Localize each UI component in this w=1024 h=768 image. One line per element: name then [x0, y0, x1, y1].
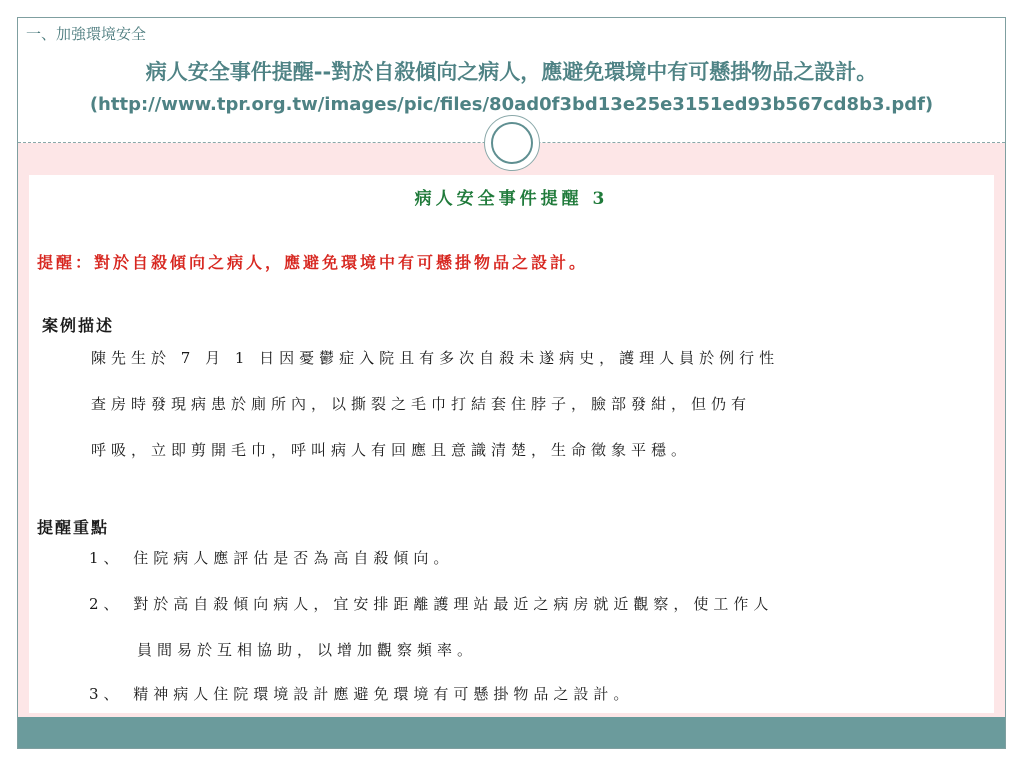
source-url: (http://www.tpr.org.tw/images/pic/files/80ad0f3bd13e25e3151ed93b567cd8b3.pdf): [89, 94, 934, 115]
key-point: 3、 精神病人住院環境設計應避免環境有可懸掛物品之設計。: [89, 685, 634, 703]
document-title: 病人安全事件提醒 3: [414, 189, 609, 209]
key-points-heading: 提醒重點: [37, 518, 110, 537]
reminder-text: 提醒：對於自殺傾向之病人，應避免環境中有可懸掛物品之設計。: [37, 253, 589, 272]
case-line: 陳先生於 7 月 1 日因憂鬱症入院且有多次自殺未遂病史，護理人員於例行性: [91, 349, 780, 367]
section-label: 一、加強環境安全: [26, 25, 147, 43]
case-line: 查房時發現病患於廁所內，以撕裂之毛巾打結套住脖子，臉部發紺，但仍有: [91, 395, 752, 413]
footer-bar: [18, 717, 1005, 748]
key-point: 2、 對於高自殺傾向病人，宜安排距離護理站最近之病房就近觀察，使工作人: [89, 595, 774, 613]
document-image: [29, 175, 994, 713]
slide-frame: [17, 17, 1006, 749]
key-point: 1、 住院病人應評估是否為高自殺傾向。: [89, 549, 454, 567]
case-line: 呼吸，立即剪開毛巾，呼叫病人有回應且意識清楚，生命徵象平穩。: [91, 441, 692, 459]
slide-title: 病人安全事件提醒--對於自殺傾向之病人，應避免環境中有可懸掛物品之設計。: [145, 60, 878, 84]
case-heading: 案例描述: [42, 316, 115, 335]
ring-ornament-icon: [484, 115, 540, 171]
key-point-continuation: 員間易於互相協助，以增加觀察頻率。: [137, 641, 478, 659]
